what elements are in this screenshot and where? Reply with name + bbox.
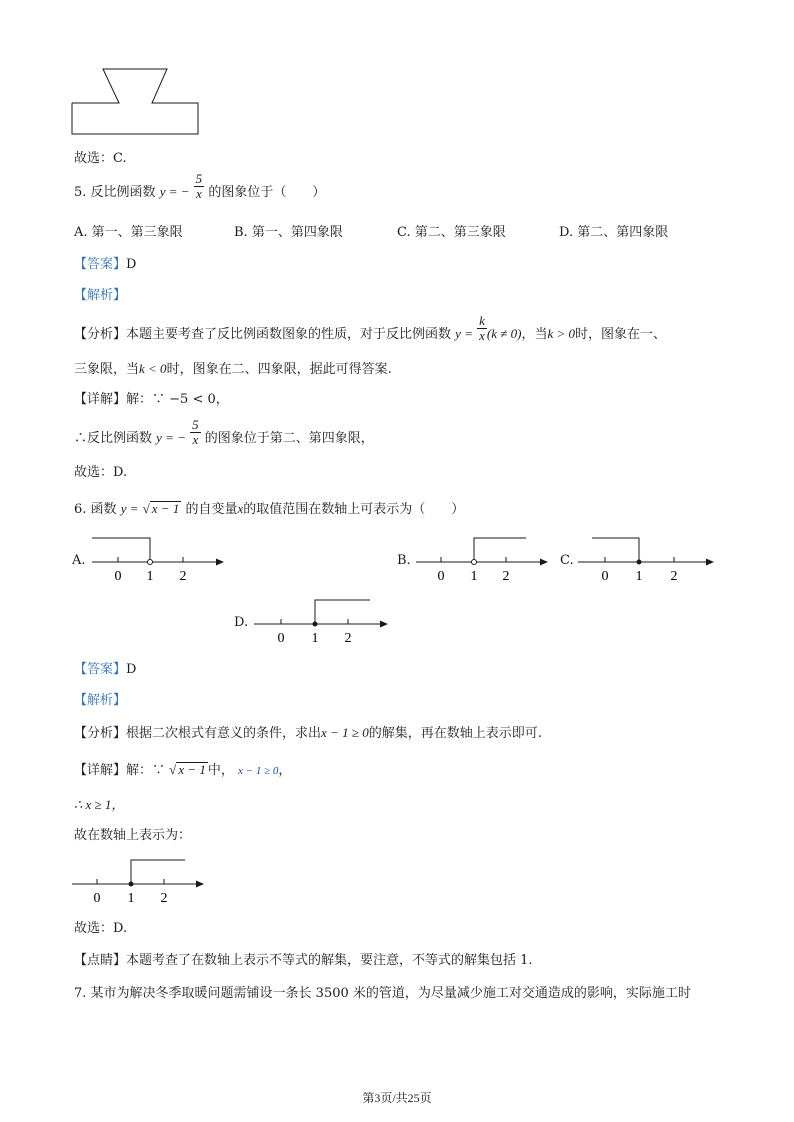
fenxi-tag: 【分析】 — [74, 726, 127, 741]
option-d-label: D. — [234, 615, 249, 630]
tick-label: 0 — [114, 569, 122, 584]
function-lhs: y = — [120, 501, 139, 516]
question-6: 6. 函数 y = √ x − 1 的自变量x的取值范围在数轴上可表示为（ ） — [74, 501, 465, 517]
question-7 — [74, 987, 691, 1000]
option-b: B. 第一、第四象限 — [234, 225, 343, 240]
conclusion-text: ∴反比例函数 — [74, 431, 153, 446]
detail-line: 【详解】解：∵ √ x − 1 中， x − 1 ≥ 0， — [74, 762, 292, 778]
formula-lhs: y = — [455, 326, 473, 341]
question-number: 6. — [74, 502, 87, 517]
fenxi-text: 的解集，再在数轴上表示即可. — [368, 726, 542, 741]
answer-value: D — [126, 662, 137, 677]
option-a-label: A. — [72, 553, 86, 568]
detail-text: 解：∵ — [126, 763, 166, 778]
tick-label: 0 — [601, 569, 609, 584]
inequality: k > 0 — [547, 326, 576, 341]
fraction-numerator: k — [479, 313, 485, 328]
fraction-numerator: 5 — [192, 417, 199, 432]
option-b-label: B. — [397, 553, 411, 568]
tick-label: 0 — [93, 891, 101, 906]
variable: x — [237, 501, 244, 516]
option-c: C. 第二、第三象限 — [397, 225, 506, 240]
show-text: 故在数轴上表示为： — [74, 828, 192, 843]
tick-label: 2 — [179, 569, 187, 584]
tick-label: 0 — [437, 569, 445, 584]
fenxi-tag: 【分析】 — [74, 327, 127, 342]
fenxi-text: 时，图象在二、四象限，据此可得答案. — [166, 362, 392, 377]
fenxi-text: 时，图象在一、 — [575, 327, 667, 342]
fenxi-line-1 — [74, 313, 667, 343]
answer-tag: 【答案】 — [74, 257, 127, 272]
question-text: 某市为解决冬季取暖问题需铺设一条长 3500 米的管道，为尽量减少施工对交通造成的影响，实际施工时 — [90, 986, 691, 1001]
tick-label: 0 — [277, 631, 285, 646]
fraction-numerator: 5 — [195, 171, 203, 186]
tick-label: 2 — [160, 891, 168, 906]
question-stem-pre: 函数 — [90, 502, 117, 517]
question-stem-pre: 反比例函数 — [90, 185, 156, 200]
final-answer: 故选：D. — [74, 465, 128, 480]
page-footer: 第3页/共25页 — [362, 1091, 432, 1105]
fraction — [190, 418, 201, 447]
fraction-denominator: x — [479, 328, 485, 343]
therefore-line: ∴ x ≥ 1， — [74, 797, 125, 812]
question-5 — [74, 171, 326, 201]
question-stem-post: 的取值范围在数轴上可表示为（ ） — [243, 502, 465, 517]
question-stem-post: 的图象位于（ ） — [208, 185, 326, 200]
t-shape-figure — [70, 66, 204, 138]
fenxi-text: 根据二次根式有意义的条件，求出 — [126, 726, 322, 741]
highlighted-condition: x − 1 ≥ 0 — [238, 765, 279, 777]
number-line-a — [90, 534, 226, 584]
answer-value: D — [126, 257, 137, 272]
function-lhs: y = − — [159, 184, 190, 199]
conclusion-text: 的图象位于第二、第四象限， — [204, 431, 374, 446]
number-line-solution — [70, 856, 210, 906]
detail-text: 中， — [207, 763, 234, 778]
fenxi-line-2 — [74, 362, 392, 376]
detail-text: 解：∵ −5 < 0， — [126, 392, 229, 407]
fenxi-line — [74, 726, 542, 740]
detail-text: ， — [278, 763, 292, 778]
dianjing-line — [74, 954, 533, 967]
option-d: D. 第二、第四象限 — [559, 225, 669, 240]
question-number: 7. — [74, 986, 87, 1001]
number-line-c — [576, 534, 716, 584]
fenxi-text: ，当 — [521, 327, 548, 342]
radicand: x − 1 — [151, 501, 180, 516]
tick-label: 1 — [470, 569, 478, 584]
detail-tag: 【详解】 — [74, 392, 127, 407]
tick-label: 1 — [311, 631, 319, 646]
fraction-denominator: x — [196, 186, 202, 201]
tick-label: 1 — [127, 891, 135, 906]
dianjing-text: 本题考查了在数轴上表示不等式的解集，要注意，不等式的解集包括 1. — [126, 953, 533, 968]
tick-label: 2 — [670, 569, 678, 584]
number-line-b — [414, 534, 550, 584]
dianjing-tag: 【点睛】 — [74, 953, 127, 968]
answer-line — [74, 663, 136, 676]
tick-label: 1 — [635, 569, 643, 584]
radicand: x − 1 — [178, 762, 206, 777]
detail-tag: 【详解】 — [74, 763, 127, 778]
previous-answer: 故选：C. — [74, 151, 127, 166]
conclusion-line — [74, 417, 374, 447]
fenxi-text: 本题主要考查了反比例函数图象的性质，对于反比例函数 — [126, 327, 452, 342]
detail-line — [74, 393, 229, 406]
final-answer: 故选：D. — [74, 921, 128, 936]
answer-tag: 【答案】 — [74, 662, 127, 677]
option-a: A. 第一、第三象限 — [74, 225, 183, 240]
question-stem-mid: 的自变量 — [185, 502, 238, 517]
fraction-denominator: x — [192, 432, 199, 447]
function-lhs: y = − — [156, 430, 186, 445]
number-line-d — [252, 596, 392, 646]
analysis-tag: 【解析】 — [74, 288, 127, 303]
analysis-tag: 【解析】 — [74, 693, 127, 708]
inequality: x − 1 ≥ 0 — [321, 725, 369, 740]
fraction — [477, 314, 487, 343]
condition: (k ≠ 0) — [486, 326, 522, 341]
fraction — [194, 172, 205, 201]
inequality: k < 0 — [139, 361, 167, 376]
fenxi-text: 三象限，当 — [74, 362, 140, 377]
tick-label: 2 — [502, 569, 510, 584]
tick-label: 1 — [146, 569, 154, 584]
question-number: 5. — [74, 185, 87, 200]
answer-line — [74, 258, 136, 271]
tick-label: 2 — [344, 631, 352, 646]
option-c-label: C. — [560, 553, 574, 568]
